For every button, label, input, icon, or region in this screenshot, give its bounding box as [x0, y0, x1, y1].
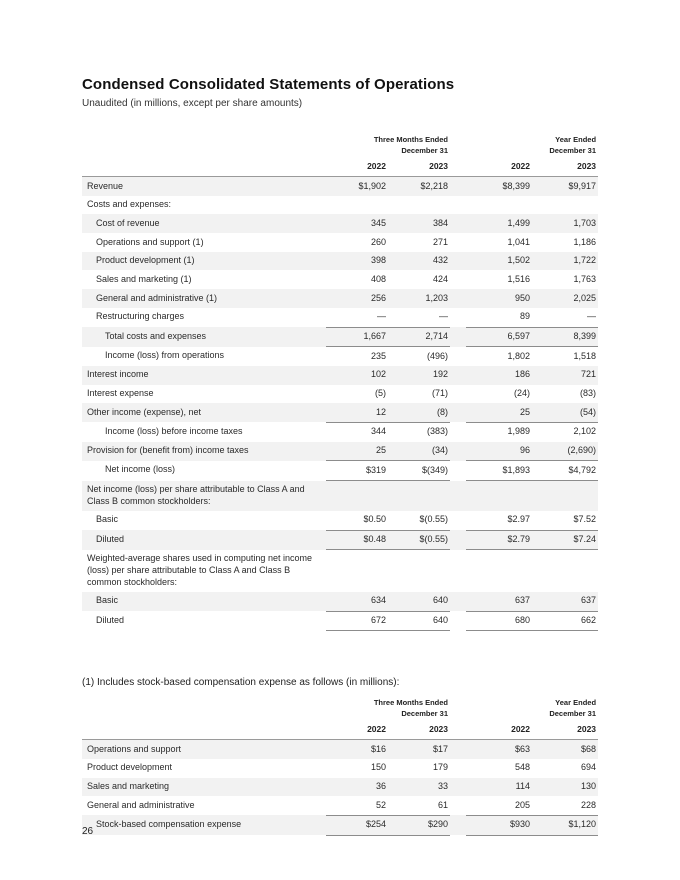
cell-value: (34): [388, 442, 450, 461]
cell-value: $319: [326, 461, 388, 481]
cell-value: 640: [388, 611, 450, 631]
row-label: Income (loss) from operations: [105, 350, 225, 361]
cell-value: 1,516: [507, 273, 531, 284]
table-row: [82, 815, 598, 835]
column-group-line2: December 31: [549, 145, 597, 155]
row-label: Other income (expense), net: [82, 403, 326, 422]
cell-value: 8,399: [532, 327, 598, 347]
row-label: Interest income: [82, 366, 326, 385]
column-gap: [450, 815, 466, 835]
cell-value: 1,203: [388, 289, 450, 308]
cell-value: —: [388, 308, 450, 327]
cell-value: 694: [581, 762, 597, 773]
table-row: [82, 270, 598, 289]
cell-value: [466, 550, 532, 592]
table-row: [82, 550, 598, 592]
table-row: [82, 214, 598, 233]
row-label: Basic: [96, 514, 119, 525]
cell-value: $8,399: [466, 177, 532, 196]
cell-value: $290: [388, 815, 450, 835]
cell-value: $1,902: [326, 177, 388, 196]
table-row: [82, 592, 598, 611]
cell-value: 345: [326, 214, 388, 233]
row-label: Restructuring charges: [96, 311, 185, 322]
cell-value: [326, 550, 388, 592]
column-group-line2: December 31: [401, 145, 449, 155]
row-label: General and administrative (1): [82, 289, 326, 308]
column-gap: [450, 196, 466, 215]
row-label: Basic: [82, 592, 326, 611]
header-label-spacer: [82, 159, 326, 177]
row-label: Diluted: [82, 530, 326, 550]
page-subtitle: Unaudited (in millions, except per share amounts): [82, 98, 303, 109]
cell-value: (5): [375, 388, 386, 399]
cell-value: 1,667: [326, 327, 388, 347]
row-label: Revenue: [82, 177, 326, 196]
table-row: [82, 740, 598, 759]
cell-value: 548: [514, 762, 531, 773]
row-label: Diluted: [96, 614, 125, 625]
cell-value: 432: [388, 252, 450, 271]
cell-value: (71): [432, 388, 449, 399]
table-row: [82, 308, 598, 327]
cell-value: (2,690): [532, 442, 598, 461]
cell-value: 1,722: [532, 252, 598, 271]
cell-value: $7.52: [532, 511, 598, 530]
column-gap: [450, 481, 466, 511]
cell-value: 6,597: [466, 327, 532, 347]
column-gap: [450, 422, 466, 441]
column-gap: [450, 214, 466, 233]
row-label: Sales and marketing: [82, 778, 326, 797]
cell-value: 637: [466, 592, 532, 611]
cell-value: [388, 550, 450, 592]
column-gap: [450, 759, 466, 778]
row-label: Stock-based compensation expense: [82, 815, 326, 835]
column-group-header: [466, 698, 598, 722]
row-label: Interest expense: [87, 388, 154, 399]
column-gap: [450, 347, 466, 366]
cell-value: 408: [370, 273, 386, 284]
cell-value: [532, 481, 598, 511]
cell-value: $0.50: [326, 511, 388, 530]
header-label-spacer: [82, 722, 326, 740]
cell-value: 130: [532, 778, 598, 797]
row-label: Cost of revenue: [82, 214, 326, 233]
cell-value: —: [532, 308, 598, 327]
row-label: General and administrative: [87, 799, 195, 810]
column-group-header: [326, 135, 450, 159]
cell-value: 1,802: [507, 350, 531, 361]
cell-value: 192: [388, 366, 450, 385]
cell-value: 1,989: [507, 426, 531, 437]
cell-value: 950: [466, 289, 532, 308]
cell-value: 1,041: [507, 236, 531, 247]
cell-value: 235: [370, 350, 386, 361]
cell-value: $(349): [388, 461, 450, 481]
cell-value: 1,763: [573, 273, 597, 284]
column-gap: [450, 308, 466, 327]
table-row: [82, 759, 598, 778]
cell-value: 61: [388, 796, 450, 815]
cell-value: 96: [466, 442, 532, 461]
table-row: [82, 778, 598, 797]
column-gap: [450, 270, 466, 289]
year-header: 2022: [326, 722, 388, 740]
column-group-header: [466, 135, 598, 159]
cell-value: $4,792: [532, 461, 598, 481]
column-gap: [450, 327, 466, 347]
period-header-row: [82, 135, 598, 159]
cell-value: —: [326, 308, 388, 327]
cell-value: 150: [370, 762, 386, 773]
year-header: 2023: [388, 159, 450, 177]
cell-value: $1,120: [532, 815, 598, 835]
cell-value: [388, 196, 450, 215]
column-gap: [450, 722, 466, 740]
cell-value: 25: [326, 442, 388, 461]
cell-value: 424: [432, 273, 449, 284]
cell-value: 1,499: [466, 214, 532, 233]
cell-value: 228: [532, 796, 598, 815]
column-gap: [450, 511, 466, 530]
cell-value: 398: [326, 252, 388, 271]
header-label-spacer: [82, 135, 326, 159]
cell-value: 205: [466, 796, 532, 815]
column-gap: [450, 385, 466, 404]
footnote: (1) Includes stock-based compensation expense as follows (in millions):: [82, 677, 400, 689]
column-gap: [450, 740, 466, 759]
cell-value: [532, 196, 598, 215]
table-row: [82, 327, 598, 347]
cell-value: 1,502: [466, 252, 532, 271]
column-group-line2: December 31: [549, 708, 597, 718]
column-gap: [450, 366, 466, 385]
year-header: 2023: [532, 722, 598, 740]
column-gap: [450, 778, 466, 797]
row-label: Total costs and expenses: [82, 327, 326, 347]
cell-value: [326, 481, 388, 511]
cell-value: $17: [388, 740, 450, 759]
cell-value: 640: [388, 592, 450, 611]
period-header-row: [82, 698, 598, 722]
column-gap: [450, 796, 466, 815]
row-label: Weighted-average shares used in computing net income (loss) per share attributable to Class A and Class B common stockholders:: [87, 553, 312, 587]
year-header: 2022: [326, 159, 388, 177]
column-gap: [450, 592, 466, 611]
cell-value: [532, 550, 598, 592]
column-group-header: [326, 698, 450, 722]
table-row: [82, 403, 598, 422]
table-row: [82, 461, 598, 481]
cell-value: 52: [326, 796, 388, 815]
cell-value: 384: [388, 214, 450, 233]
cell-value: $0.48: [326, 530, 388, 550]
cell-value: $63: [466, 740, 532, 759]
cell-value: $1,893: [466, 461, 532, 481]
cell-value: 2,102: [573, 426, 597, 437]
cell-value: [326, 196, 388, 215]
column-gap: [450, 159, 466, 177]
cell-value: 634: [326, 592, 388, 611]
cell-value: $68: [532, 740, 598, 759]
row-label: Provision for (benefit from) income taxes: [82, 442, 326, 461]
table-row: [82, 233, 598, 252]
cell-value: $930: [466, 815, 532, 835]
year-header: 2023: [388, 722, 450, 740]
column-gap: [450, 461, 466, 481]
table-row: [82, 289, 598, 308]
table-row: [82, 796, 598, 815]
column-group-line1: Year Ended: [555, 698, 597, 708]
cell-value: (383): [427, 426, 449, 437]
year-header-row: [82, 722, 598, 740]
cell-value: 12: [326, 403, 388, 422]
cell-value: 256: [326, 289, 388, 308]
cell-value: 662: [532, 611, 598, 631]
column-gap: [450, 252, 466, 271]
statements-of-operations-table: [82, 135, 598, 631]
cell-value: 102: [326, 366, 388, 385]
cell-value: 179: [432, 762, 449, 773]
cell-value: (8): [388, 403, 450, 422]
cell-value: $254: [326, 815, 388, 835]
cell-value: $2.79: [466, 530, 532, 550]
cell-value: 680: [466, 611, 532, 631]
year-header-row: [82, 159, 598, 177]
cell-value: 260: [370, 236, 386, 247]
table-row: [82, 177, 598, 196]
cell-value: [466, 481, 532, 511]
cell-value: (496): [427, 350, 449, 361]
cell-value: 1,186: [573, 236, 597, 247]
column-group-line2: December 31: [401, 708, 449, 718]
cell-value: [388, 481, 450, 511]
cell-value: $2,218: [388, 177, 450, 196]
page-title: Condensed Consolidated Statements of Operations: [82, 76, 455, 93]
cell-value: 25: [466, 403, 532, 422]
cell-value: $16: [326, 740, 388, 759]
page-number: 26: [82, 826, 94, 837]
table-row: [82, 196, 598, 215]
row-label: Net income (loss): [105, 464, 176, 475]
header-label-spacer: [82, 698, 326, 722]
row-label: Product development (1): [82, 252, 326, 271]
cell-value: 637: [532, 592, 598, 611]
cell-value: 672: [326, 611, 388, 631]
column-group-line1: Year Ended: [555, 135, 597, 144]
table-row: [82, 422, 598, 441]
cell-value: $9,917: [532, 177, 598, 196]
row-label: Costs and expenses:: [87, 199, 172, 210]
table-row: [82, 611, 598, 631]
cell-value: 1,518: [573, 350, 597, 361]
cell-value: $2.97: [466, 511, 532, 530]
column-gap: [450, 135, 466, 159]
cell-value: (83): [580, 388, 597, 399]
column-gap: [450, 233, 466, 252]
cell-value: 2,714: [388, 327, 450, 347]
row-label: Income (loss) before income taxes: [105, 425, 243, 436]
cell-value: 36: [326, 778, 388, 797]
cell-value: $(0.55): [388, 511, 450, 530]
cell-value: (54): [532, 403, 598, 422]
table-row: [82, 385, 598, 404]
cell-value: 114: [466, 778, 532, 797]
cell-value: $(0.55): [388, 530, 450, 550]
column-gap: [450, 442, 466, 461]
column-gap: [450, 289, 466, 308]
cell-value: (24): [514, 388, 531, 399]
cell-value: 721: [532, 366, 598, 385]
cell-value: 2,025: [532, 289, 598, 308]
column-group-line1: Three Months Ended: [373, 135, 449, 144]
column-gap: [450, 698, 466, 722]
table-row: [82, 442, 598, 461]
cell-value: [466, 196, 532, 215]
column-gap: [450, 611, 466, 631]
table-row: [82, 366, 598, 385]
cell-value: 1,703: [532, 214, 598, 233]
cell-value: 186: [466, 366, 532, 385]
column-group-line1: Three Months Ended: [373, 698, 449, 708]
cell-value: 344: [370, 426, 386, 437]
cell-value: 271: [432, 236, 449, 247]
stock-based-compensation-table: [82, 698, 598, 835]
year-header: 2022: [466, 722, 532, 740]
table-row: [82, 481, 598, 511]
table-row: [82, 530, 598, 550]
year-header: 2023: [532, 159, 598, 177]
cell-value: 89: [466, 308, 532, 327]
table-row: [82, 347, 598, 366]
year-header: 2022: [466, 159, 532, 177]
column-gap: [450, 403, 466, 422]
row-label: Net income (loss) per share attributable to Class A and Class B common stockholders:: [82, 481, 326, 511]
table-row: [82, 511, 598, 530]
table-row: [82, 252, 598, 271]
column-gap: [450, 550, 466, 592]
row-label: Product development: [87, 762, 173, 773]
column-gap: [450, 530, 466, 550]
row-label: Operations and support: [82, 740, 326, 759]
cell-value: $7.24: [532, 530, 598, 550]
column-gap: [450, 177, 466, 196]
row-label: Sales and marketing (1): [96, 273, 192, 284]
cell-value: 33: [388, 778, 450, 797]
row-label: Operations and support (1): [96, 236, 204, 247]
